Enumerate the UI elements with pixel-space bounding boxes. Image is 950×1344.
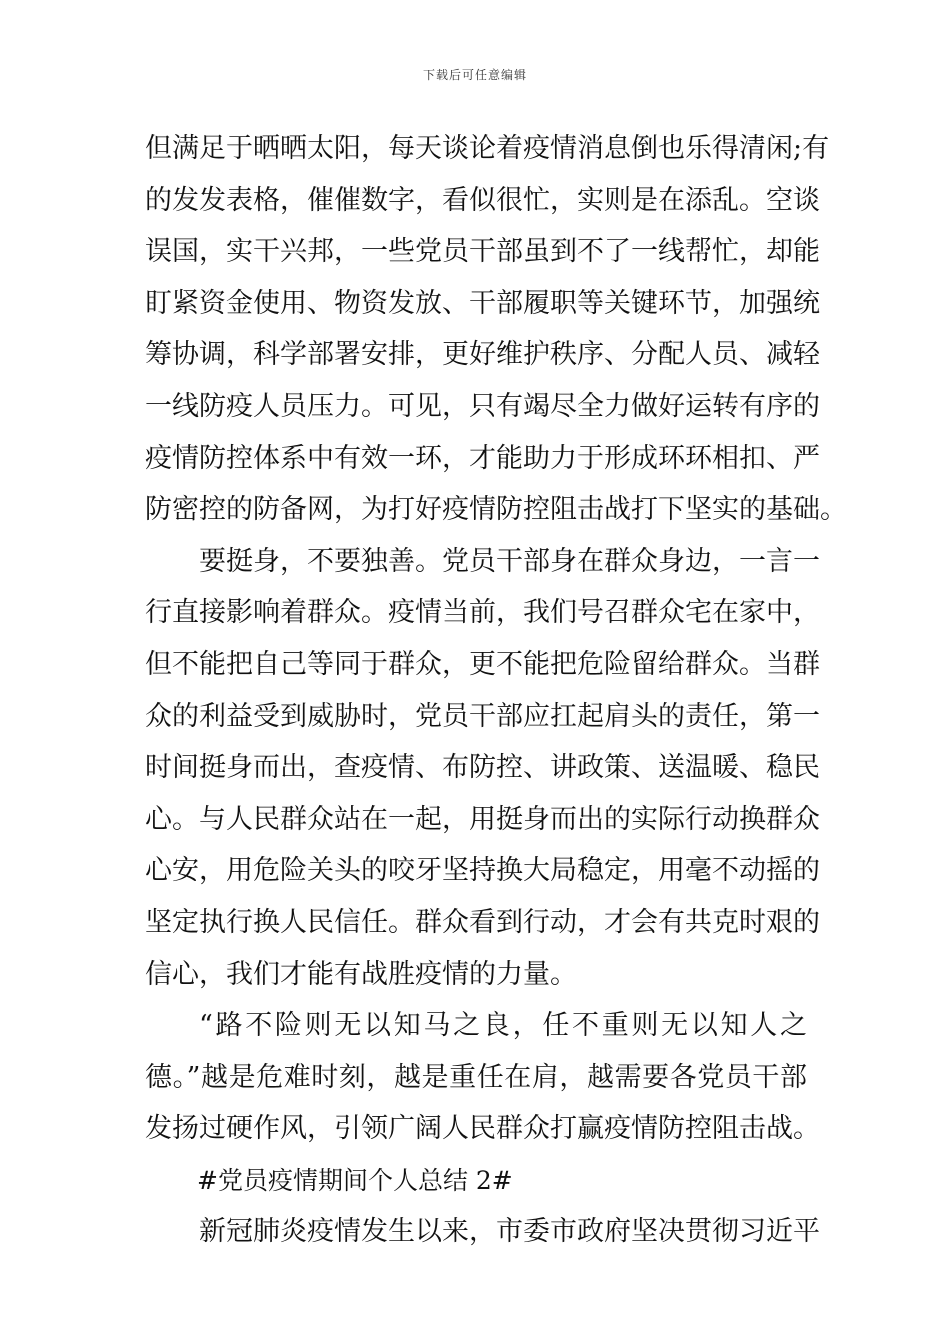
paragraph-first-line: “路不险则无以知马之良，任不重则无以知人之 [199,1010,807,1042]
document-body [145,129,847,1264]
text-line: 行直接影响着群众。疫情当前，我们号召群众宅在家中， [145,597,820,629]
text-line: 的发发表格，催催数字，看似很忙，实则是在添乱。空谈 [145,184,820,216]
text-line: 筹协调，科学部署安排，更好维护秩序、分配人员、减轻 [145,339,820,371]
text-line: 疫情防控体系中有效一环，才能助力于形成环环相扣、严 [145,442,820,474]
paragraph-first-line: 新冠肺炎疫情发生以来，市委市政府坚决贯彻习近平 [199,1216,820,1248]
text-line: 但满足于晒晒太阳，每天谈论着疫情消息倒也乐得清闲;有 [145,133,830,164]
paragraph-first-line: 要挺身，不要独善。党员干部身在群众身边，一言一 [199,545,820,577]
text-line: 心。与人民群众站在一起，用挺身而出的实际行动换群众 [145,803,820,835]
text-line: 心安，用危险关头的咬牙坚持换大局稳定，用毫不动摇的 [145,855,820,887]
text-line: 一线防疫人员压力。可见，只有竭尽全力做好运转有序的 [145,390,820,422]
page-header: 下载后可任意编辑 [422,68,527,82]
text-line: 信心，我们才能有战胜疫情的力量。 [145,958,577,990]
text-line: 发扬过硬作风，引领广阔人民群众打赢疫情防控阻击战。 [145,1113,820,1145]
section-heading: #党员疫情期间个人总结 2# [197,1165,513,1195]
text-line: 防密控的防备网，为打好疫情防控阻击战打下坚实的基础。 [145,494,847,526]
text-line: 误国，实干兴邦，一些党员干部虽到不了一线帮忙，却能 [145,236,820,268]
text-line: 坚定执行换人民信任。群众看到行动，才会有共克时艰的 [145,906,820,938]
text-line: 时间挺身而出，查疫情、布防控、讲政策、送温暖、稳民 [145,752,820,784]
text-line: 众的利益受到威胁时，党员干部应扛起肩头的责任，第一 [145,700,820,732]
text-line: 但不能把自己等同于群众，更不能把危险留给群众。当群 [145,648,820,680]
text-line: 盯紧资金使用、物资发放、干部履职等关键环节，加强统 [145,287,820,319]
text-line: 德。”越是危难时刻，越是重任在肩，越需要各党员干部 [145,1061,807,1093]
